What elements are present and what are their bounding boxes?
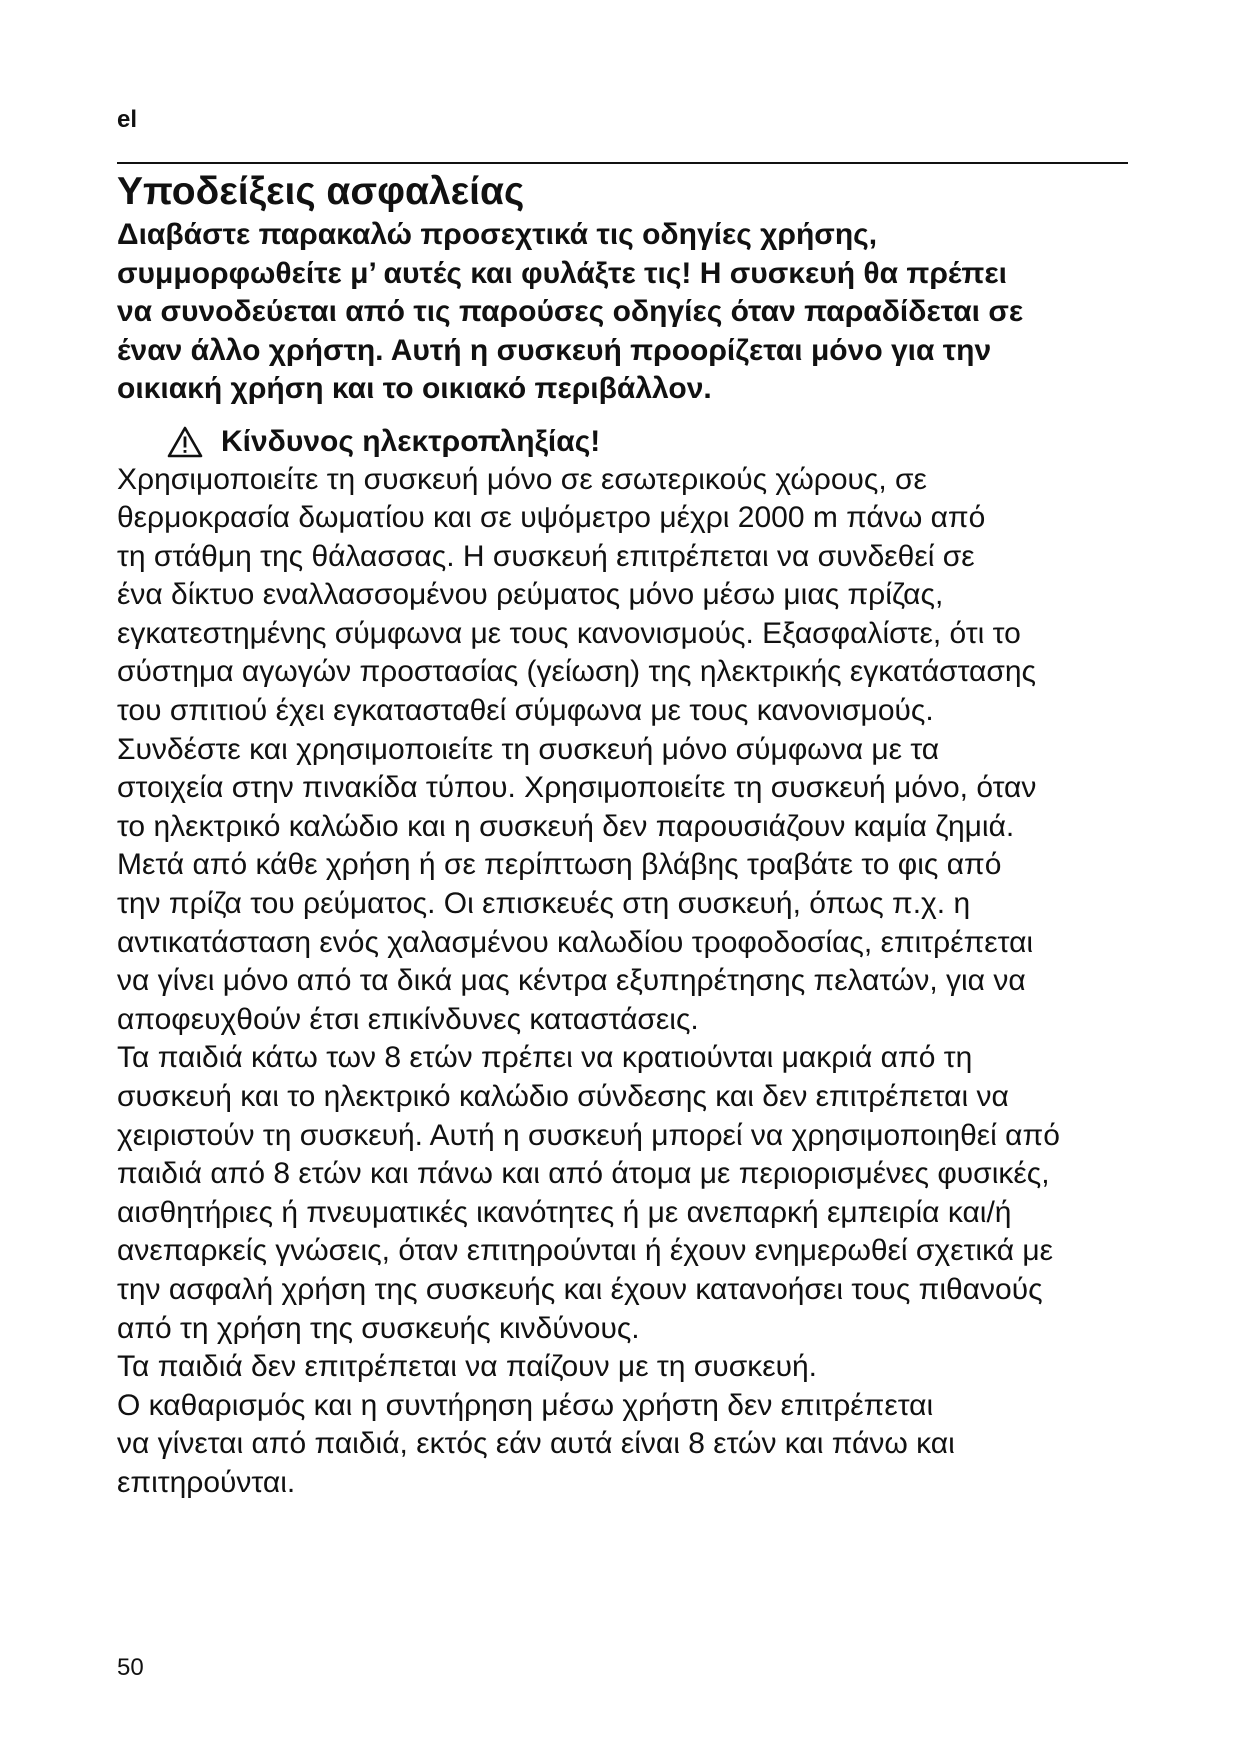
intro-line: Διαβάστε παρακαλώ προσεχτικά τις οδηγίες χρήσης, bbox=[117, 218, 878, 251]
body-paragraph bbox=[117, 461, 1157, 1503]
body-line: ανεπαρκείς γνώσεις, όταν επιτηρούνται ή έχουν ενημερωθεί σχετικά με bbox=[117, 1234, 1054, 1268]
body-line: Χρησιμοποιείτε τη συσκευή μόνο σε εσωτερικούς χώρους, σε bbox=[117, 462, 927, 496]
intro-paragraph bbox=[117, 216, 1157, 409]
body-line: αντικατάσταση ενός χαλασμένου καλωδίου τροφοδοσίας, επιτρέπεται bbox=[117, 925, 1034, 959]
body-line: Τα παιδιά δεν επιτρέπεται να παίζουν με τη συσκευή. bbox=[117, 1350, 818, 1384]
body-line: στοιχεία στην πινακίδα τύπου. Χρησιμοποιείτε τη συσκευή μόνο, όταν bbox=[117, 771, 1037, 805]
warning-label: Κίνδυνος ηλεκτροπληξίας! bbox=[221, 424, 601, 458]
body-line: θερμοκρασία δωματίου και σε υψόμετρο μέχρι 2000 m πάνω από bbox=[117, 501, 986, 535]
body-line: παιδιά από 8 ετών και πάνω και από άτομα με περιορισμένες φυσικές, bbox=[117, 1157, 1050, 1191]
body-line: το ηλεκτρικό καλώδιο και η συσκευή δεν παρουσιάζουν καμία ζημιά. bbox=[117, 809, 1015, 843]
body-line: χειριστούν τη συσκευή. Αυτή η συσκευή μπορεί να χρησιμοποιηθεί από bbox=[117, 1118, 1060, 1152]
body-line: αποφευχθούν έτσι επικίνδυνες καταστάσεις. bbox=[117, 1002, 699, 1036]
language-code: el bbox=[117, 106, 138, 133]
page-number: 50 bbox=[117, 1654, 144, 1681]
warning-heading bbox=[117, 423, 1157, 461]
body-line: τη στάθμη της θάλασσας. Η συσκευή επιτρέπεται να συνδεθεί σε bbox=[117, 539, 975, 573]
body-line: από τη χρήση της συσκευής κινδύνους. bbox=[117, 1311, 640, 1345]
body-line: εγκατεστημένης σύμφωνα με τους κανονισμούς. Εξασφαλίστε, ότι το bbox=[117, 616, 1021, 650]
body-line: αισθητήριες ή πνευματικές ικανότητες ή με ανεπαρκή εμπειρία και/ή bbox=[117, 1195, 1012, 1229]
body-line: να γίνει μόνο από τα δικά μας κέντρα εξυπηρέτησης πελατών, για να bbox=[117, 964, 1026, 998]
body-line: να γίνεται από παιδιά, εκτός εάν αυτά είναι 8 ετών και πάνω και bbox=[117, 1427, 955, 1461]
body-line: την πρίζα του ρεύματος. Οι επισκευές στη συσκευή, όπως π.χ. η bbox=[117, 887, 971, 921]
intro-line: συμμορφωθείτε μ’ αυτές και φυλάξτε τις! Η συσκευή θα πρέπει bbox=[117, 256, 1007, 290]
body-line: ένα δίκτυο εναλλασσομένου ρεύματος μόνο μέσω μιας πρίζας, bbox=[117, 578, 944, 612]
intro-line: έναν άλλο χρήστη. Αυτή η συσκευή προορίζεται μόνο για την bbox=[117, 333, 992, 367]
body-line: του σπιτιού έχει εγκατασταθεί σύμφωνα με τους κανονισμούς. bbox=[117, 694, 934, 728]
intro-line: να συνοδεύεται από τις παρούσες οδηγίες όταν παραδίδεται σε bbox=[117, 295, 1024, 328]
safety-section bbox=[117, 168, 1157, 1503]
section-title: Υποδείξεις ασφαλείας bbox=[117, 170, 525, 213]
warning-triangle-icon bbox=[167, 426, 203, 458]
intro-line: οικιακή χρήση και το οικιακό περιβάλλον. bbox=[117, 372, 712, 405]
body-line: Συνδέστε και χρησιμοποιείτε τη συσκευή μόνο σύμφωνα με τα bbox=[117, 732, 940, 766]
body-line: σύστημα αγωγών προστασίας (γείωση) της ηλεκτρικής εγκατάστασης bbox=[117, 655, 1036, 689]
body-line: την ασφαλή χρήση της συσκευής και έχουν κατανοήσει τους πιθανούς bbox=[117, 1272, 1043, 1306]
body-line: Ο καθαρισμός και η συντήρηση μέσω χρήστη δεν επιτρέπεται bbox=[117, 1388, 934, 1422]
body-line: Τα παιδιά κάτω των 8 ετών πρέπει να κρατιούνται μακριά από τη bbox=[117, 1041, 973, 1075]
body-line: επιτηρούνται. bbox=[117, 1465, 296, 1499]
header-rule bbox=[117, 162, 1128, 164]
body-line: συσκευή και το ηλεκτρικό καλώδιο σύνδεσης και δεν επιτρέπεται να bbox=[117, 1080, 1009, 1113]
body-line: Μετά από κάθε χρήση ή σε περίπτωση βλάβης τραβάτε το φις από bbox=[117, 848, 1002, 882]
